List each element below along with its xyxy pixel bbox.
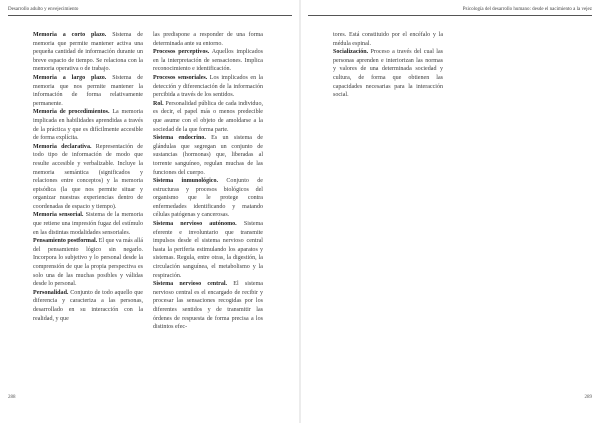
glossary-entry <box>153 134 263 177</box>
glossary-entry <box>333 31 443 48</box>
glossary-definition: Personalidad pública de cada individuo, es decir, el papel más o menos predecible que asume con el objeto de amoldarse a la sociedad de la que forma parte. <box>153 100 263 133</box>
left-header-rule <box>8 15 292 16</box>
glossary-entry <box>33 211 143 237</box>
glossary-entry <box>153 100 263 134</box>
glossary-definition: las predispone a responder de una forma determinada ante su entorno. <box>153 32 263 47</box>
glossary-term: Personalidad. <box>33 289 69 296</box>
glossary-definition: Sistema de memoria que permite mantener activa una pequeña cantidad de información durante un breve espacio de tiempo. Se relaciona con la memoria operativa o de trabajo. <box>33 32 143 73</box>
glossary-entry <box>33 143 143 212</box>
glossary-entry <box>153 220 263 280</box>
glossary-term: Memoria de procedimientos. <box>33 109 110 116</box>
glossary-definition: Sistema de la memoria que retiene una impresión fugaz del estímulo en las distintas modalidades sensoriales. <box>33 212 143 236</box>
right-page <box>300 0 600 423</box>
glossary-definition: Conjunto de todo aquello que diferencia y caracteriza a las personas, desarrollado en su interacción con la realidad, y que <box>33 289 143 322</box>
glossary-term: Socialización. <box>333 49 369 56</box>
glossary-definition: Sistema de memoria que nos permite mantener la información de forma relativamente permanente. <box>33 74 143 107</box>
glossary-term: Sistema inmunológico. <box>153 178 218 185</box>
glossary-term: Rol. <box>153 100 164 107</box>
glossary-column-2 <box>153 31 263 332</box>
glossary-definition: El que va más allá del pensamiento lógico sin negarlo. Incorpora lo subjetivo y lo personal desde la comprensión de que la propia perspectiva es solo una de las muchas posibles y válidas desde lo personal. <box>33 238 144 288</box>
right-header-rule <box>308 15 592 16</box>
glossary-definition: Aquellos implicados en la interpretación de sensaciones. Implica reconocimiento e identificación. <box>153 49 263 73</box>
right-running-header: Psicología del desarrollo humano: desde el nacimiento a la vejez <box>462 7 592 12</box>
glossary-term: Procesos sensoriales. <box>153 74 208 81</box>
glossary-definition: tores. Está constituido por el encéfalo y la médula espinal. <box>333 32 443 47</box>
glossary-entry <box>33 108 143 142</box>
glossary-entry <box>153 177 263 220</box>
left-page-number: 288 <box>8 395 16 400</box>
glossary-term: Sistema nervioso central. <box>153 281 228 288</box>
glossary-term: Memoria a largo plazo. <box>33 74 107 81</box>
glossary-column-3 <box>333 31 443 100</box>
glossary-definition: El sistema nervioso central es el encargado de recibir y procesar las sensaciones recogidas por los diferentes sentidos y de transmitir las órdenes de respuesta de forma precisa a los distintos efec- <box>153 281 263 331</box>
glossary-definition: Sistema eferente e involuntario que transmite impulsos desde el sistema nervioso central hasta la periferia estimulando los aparatos y sistemas. Regula, entre otras, la digestión, la circulación sanguínea, el metabolismo y la respiración. <box>153 221 263 279</box>
glossary-definition: Es un sistema de glándulas que segregan un conjunto de sustancias (hormonas) que, liberadas al torrente sanguíneo, regulan muchas de las funciones del cuerpo. <box>153 135 263 176</box>
glossary-term: Sistema endocrino. <box>153 135 206 142</box>
glossary-entry <box>153 74 263 100</box>
glossary-term: Procesos perceptivos. <box>153 49 210 56</box>
glossary-definition: Los implicados en la detección y diferenciación de la información percibida a través de los sentidos. <box>153 74 263 99</box>
glossary-term: Memoria sensorial. <box>33 212 84 219</box>
right-page-number: 289 <box>584 395 592 400</box>
glossary-definition: Proceso a través del cual las personas aprenden e interiorizan las normas y valores de una determinada sociedad y cultura, de forma que obtienen las capacidades necesarias para la interacción social. <box>333 49 443 99</box>
glossary-entry <box>33 289 143 323</box>
glossary-entry <box>153 31 263 48</box>
glossary-entry <box>333 48 443 100</box>
glossary-entry <box>33 74 143 108</box>
glossary-column-1 <box>33 31 143 323</box>
glossary-entry <box>33 31 143 74</box>
glossary-definition: La memoria implicada en habilidades aprendidas a través de la práctica y que es difícilmente accesible de forma explícita. <box>33 109 143 142</box>
glossary-term: Memoria declarativa. <box>33 143 92 150</box>
glossary-entry <box>153 48 263 74</box>
glossary-definition: Conjunto de estructuras y procesos biológicos del organismo que le protege contra enfermedades identificando y matando células patógenas y cancerosas. <box>153 178 263 219</box>
glossary-entry <box>153 280 263 332</box>
glossary-definition: Representación de todo tipo de información de modo que resulte accesible y verbalizable. Incluye la memoria semántica (significados y relaciones entre conceptos) y la memoria episódica (la que nos permite situar y organizar nuestras experiencias dentro de coordenadas de espacio y tiempo). <box>33 143 143 210</box>
left-running-header: Desarrollo adulto y envejecimiento <box>8 7 79 12</box>
glossary-term: Memoria a corto plazo. <box>33 32 107 38</box>
glossary-entry <box>33 237 143 289</box>
glossary-term: Pensamiento postformal. <box>33 238 98 245</box>
glossary-term: Sistema nervioso autónomo. <box>153 221 237 228</box>
